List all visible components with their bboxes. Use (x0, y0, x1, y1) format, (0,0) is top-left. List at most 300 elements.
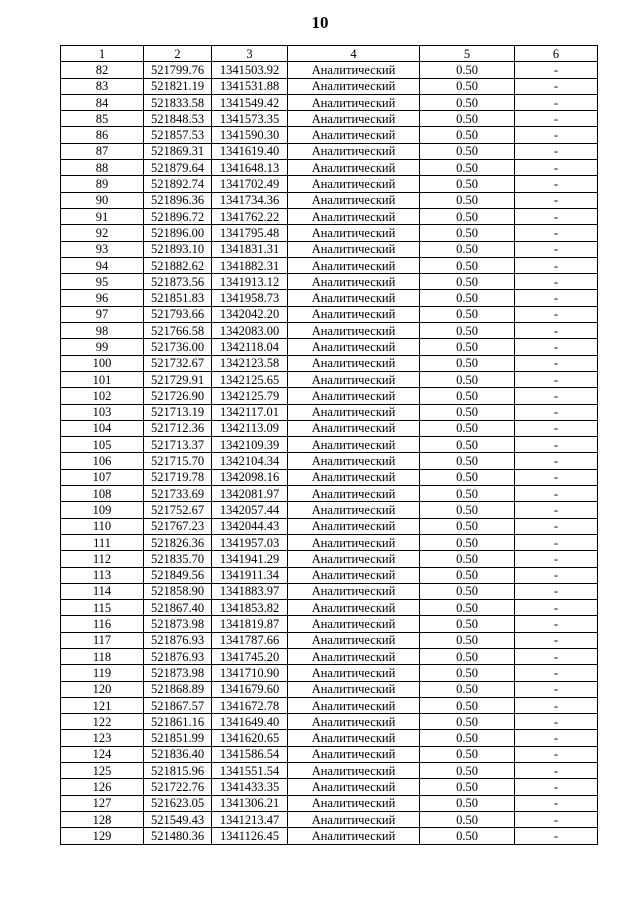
table-row (61, 78, 598, 94)
accuracy-cell: 0.50 (420, 697, 515, 713)
point-number-cell: 115 (61, 600, 144, 616)
method-cell: Аналитический (288, 371, 420, 387)
point-number-cell: 125 (61, 763, 144, 779)
table-row (61, 404, 598, 420)
table-row (61, 779, 598, 795)
note-cell: - (515, 420, 598, 436)
x-coordinate-cell: 521767.23 (144, 518, 212, 534)
table-row (61, 567, 598, 583)
point-number-cell: 100 (61, 355, 144, 371)
accuracy-cell: 0.50 (420, 828, 515, 844)
y-coordinate-cell: 1341586.54 (212, 746, 288, 762)
y-coordinate-cell: 1341306.21 (212, 795, 288, 811)
method-cell: Аналитический (288, 616, 420, 632)
y-coordinate-cell: 1342118.04 (212, 339, 288, 355)
method-cell: Аналитический (288, 697, 420, 713)
y-coordinate-cell: 1341590.30 (212, 127, 288, 143)
y-coordinate-cell: 1341503.92 (212, 62, 288, 78)
method-cell: Аналитический (288, 502, 420, 518)
point-number-cell: 110 (61, 518, 144, 534)
column-header: 3 (212, 46, 288, 62)
accuracy-cell: 0.50 (420, 779, 515, 795)
accuracy-cell: 0.50 (420, 94, 515, 110)
table-row (61, 371, 598, 387)
accuracy-cell: 0.50 (420, 811, 515, 827)
y-coordinate-cell: 1342109.39 (212, 437, 288, 453)
y-coordinate-cell: 1341126.45 (212, 828, 288, 844)
table-row (61, 339, 598, 355)
accuracy-cell: 0.50 (420, 567, 515, 583)
note-cell: - (515, 811, 598, 827)
y-coordinate-cell: 1341702.49 (212, 176, 288, 192)
table-row (61, 518, 598, 534)
accuracy-cell: 0.50 (420, 355, 515, 371)
y-coordinate-cell: 1341745.20 (212, 648, 288, 664)
table-row (61, 534, 598, 550)
point-number-cell: 122 (61, 714, 144, 730)
table-row (61, 241, 598, 257)
method-cell: Аналитический (288, 94, 420, 110)
method-cell: Аналитический (288, 388, 420, 404)
accuracy-cell: 0.50 (420, 665, 515, 681)
y-coordinate-cell: 1342125.79 (212, 388, 288, 404)
x-coordinate-cell: 521719.78 (144, 469, 212, 485)
method-cell: Аналитический (288, 583, 420, 599)
method-cell: Аналитический (288, 274, 420, 290)
table-row (61, 746, 598, 762)
x-coordinate-cell: 521882.62 (144, 257, 212, 273)
point-number-cell: 128 (61, 811, 144, 827)
point-number-cell: 90 (61, 192, 144, 208)
point-number-cell: 95 (61, 274, 144, 290)
note-cell: - (515, 290, 598, 306)
method-cell: Аналитический (288, 257, 420, 273)
x-coordinate-cell: 521815.96 (144, 763, 212, 779)
column-header: 5 (420, 46, 515, 62)
x-coordinate-cell: 521736.00 (144, 339, 212, 355)
x-coordinate-cell: 521722.76 (144, 779, 212, 795)
x-coordinate-cell: 521868.89 (144, 681, 212, 697)
x-coordinate-cell: 521833.58 (144, 94, 212, 110)
method-cell: Аналитический (288, 127, 420, 143)
note-cell: - (515, 111, 598, 127)
method-cell: Аналитический (288, 763, 420, 779)
method-cell: Аналитический (288, 62, 420, 78)
accuracy-cell: 0.50 (420, 323, 515, 339)
accuracy-cell: 0.50 (420, 257, 515, 273)
method-cell: Аналитический (288, 306, 420, 322)
table-row (61, 274, 598, 290)
x-coordinate-cell: 521752.67 (144, 502, 212, 518)
point-number-cell: 96 (61, 290, 144, 306)
y-coordinate-cell: 1342057.44 (212, 502, 288, 518)
note-cell: - (515, 388, 598, 404)
point-number-cell: 86 (61, 127, 144, 143)
x-coordinate-cell: 521733.69 (144, 486, 212, 502)
accuracy-cell: 0.50 (420, 241, 515, 257)
method-cell: Аналитический (288, 355, 420, 371)
x-coordinate-cell: 521876.93 (144, 648, 212, 664)
note-cell: - (515, 323, 598, 339)
method-cell: Аналитический (288, 160, 420, 176)
table-row (61, 714, 598, 730)
note-cell: - (515, 404, 598, 420)
x-coordinate-cell: 521799.76 (144, 62, 212, 78)
accuracy-cell: 0.50 (420, 730, 515, 746)
x-coordinate-cell: 521867.40 (144, 600, 212, 616)
table-row (61, 811, 598, 827)
note-cell: - (515, 551, 598, 567)
x-coordinate-cell: 521835.70 (144, 551, 212, 567)
accuracy-cell: 0.50 (420, 339, 515, 355)
table-row (61, 94, 598, 110)
y-coordinate-cell: 1341734.36 (212, 192, 288, 208)
accuracy-cell: 0.50 (420, 632, 515, 648)
point-number-cell: 112 (61, 551, 144, 567)
page-number: 10 (311, 13, 329, 32)
point-number-cell: 117 (61, 632, 144, 648)
x-coordinate-cell: 521873.56 (144, 274, 212, 290)
accuracy-cell: 0.50 (420, 62, 515, 78)
note-cell: - (515, 795, 598, 811)
note-cell: - (515, 714, 598, 730)
column-header: 2 (144, 46, 212, 62)
y-coordinate-cell: 1341958.73 (212, 290, 288, 306)
x-coordinate-cell: 521896.00 (144, 225, 212, 241)
table-row (61, 697, 598, 713)
point-number-cell: 97 (61, 306, 144, 322)
y-coordinate-cell: 1341957.03 (212, 534, 288, 550)
point-number-cell: 93 (61, 241, 144, 257)
table-row (61, 290, 598, 306)
x-coordinate-cell: 521896.36 (144, 192, 212, 208)
method-cell: Аналитический (288, 208, 420, 224)
accuracy-cell: 0.50 (420, 681, 515, 697)
table-row (61, 323, 598, 339)
method-cell: Аналитический (288, 404, 420, 420)
accuracy-cell: 0.50 (420, 290, 515, 306)
note-cell: - (515, 746, 598, 762)
table-row (61, 502, 598, 518)
y-coordinate-cell: 1341941.29 (212, 551, 288, 567)
y-coordinate-cell: 1341551.54 (212, 763, 288, 779)
accuracy-cell: 0.50 (420, 127, 515, 143)
table-row (61, 127, 598, 143)
note-cell: - (515, 274, 598, 290)
table-row (61, 600, 598, 616)
table-row (61, 665, 598, 681)
x-coordinate-cell: 521848.53 (144, 111, 212, 127)
accuracy-cell: 0.50 (420, 518, 515, 534)
y-coordinate-cell: 1342125.65 (212, 371, 288, 387)
note-cell: - (515, 208, 598, 224)
table-row (61, 176, 598, 192)
x-coordinate-cell: 521869.31 (144, 143, 212, 159)
table-row (61, 306, 598, 322)
point-number-cell: 82 (61, 62, 144, 78)
y-coordinate-cell: 1341882.31 (212, 257, 288, 273)
x-coordinate-cell: 521896.72 (144, 208, 212, 224)
method-cell: Аналитический (288, 225, 420, 241)
point-number-cell: 102 (61, 388, 144, 404)
table-row (61, 469, 598, 485)
method-cell: Аналитический (288, 828, 420, 844)
x-coordinate-cell: 521851.83 (144, 290, 212, 306)
x-coordinate-cell: 521851.99 (144, 730, 212, 746)
method-cell: Аналитический (288, 746, 420, 762)
accuracy-cell: 0.50 (420, 534, 515, 550)
point-number-cell: 84 (61, 94, 144, 110)
x-coordinate-cell: 521713.19 (144, 404, 212, 420)
accuracy-cell: 0.50 (420, 160, 515, 176)
accuracy-cell: 0.50 (420, 437, 515, 453)
point-number-cell: 108 (61, 486, 144, 502)
point-number-cell: 87 (61, 143, 144, 159)
y-coordinate-cell: 1341433.35 (212, 779, 288, 795)
point-number-cell: 114 (61, 583, 144, 599)
note-cell: - (515, 779, 598, 795)
note-cell: - (515, 763, 598, 779)
point-number-cell: 123 (61, 730, 144, 746)
table-row (61, 828, 598, 844)
accuracy-cell: 0.50 (420, 714, 515, 730)
table-row (61, 208, 598, 224)
y-coordinate-cell: 1341819.87 (212, 616, 288, 632)
accuracy-cell: 0.50 (420, 388, 515, 404)
point-number-cell: 120 (61, 681, 144, 697)
x-coordinate-cell: 521549.43 (144, 811, 212, 827)
y-coordinate-cell: 1341710.90 (212, 665, 288, 681)
x-coordinate-cell: 521623.05 (144, 795, 212, 811)
point-number-cell: 121 (61, 697, 144, 713)
point-number-cell: 104 (61, 420, 144, 436)
x-coordinate-cell: 521480.36 (144, 828, 212, 844)
x-coordinate-cell: 521879.64 (144, 160, 212, 176)
accuracy-cell: 0.50 (420, 502, 515, 518)
point-number-cell: 91 (61, 208, 144, 224)
accuracy-cell: 0.50 (420, 486, 515, 502)
note-cell: - (515, 828, 598, 844)
table-header-row (61, 46, 598, 62)
accuracy-cell: 0.50 (420, 469, 515, 485)
note-cell: - (515, 697, 598, 713)
point-number-cell: 89 (61, 176, 144, 192)
method-cell: Аналитический (288, 551, 420, 567)
method-cell: Аналитический (288, 469, 420, 485)
point-number-cell: 106 (61, 453, 144, 469)
table-row (61, 763, 598, 779)
y-coordinate-cell: 1341913.12 (212, 274, 288, 290)
y-coordinate-cell: 1341787.66 (212, 632, 288, 648)
y-coordinate-cell: 1341549.42 (212, 94, 288, 110)
method-cell: Аналитический (288, 192, 420, 208)
table-row (61, 632, 598, 648)
x-coordinate-cell: 521826.36 (144, 534, 212, 550)
y-coordinate-cell: 1341883.97 (212, 583, 288, 599)
note-cell: - (515, 583, 598, 599)
x-coordinate-cell: 521729.91 (144, 371, 212, 387)
note-cell: - (515, 616, 598, 632)
method-cell: Аналитический (288, 290, 420, 306)
column-header: 1 (61, 46, 144, 62)
x-coordinate-cell: 521766.58 (144, 323, 212, 339)
x-coordinate-cell: 521873.98 (144, 616, 212, 632)
y-coordinate-cell: 1341911.34 (212, 567, 288, 583)
table-row (61, 111, 598, 127)
point-number-cell: 124 (61, 746, 144, 762)
y-coordinate-cell: 1342081.97 (212, 486, 288, 502)
note-cell: - (515, 62, 598, 78)
note-cell: - (515, 502, 598, 518)
method-cell: Аналитический (288, 632, 420, 648)
method-cell: Аналитический (288, 600, 420, 616)
method-cell: Аналитический (288, 143, 420, 159)
note-cell: - (515, 78, 598, 94)
method-cell: Аналитический (288, 241, 420, 257)
note-cell: - (515, 665, 598, 681)
y-coordinate-cell: 1342098.16 (212, 469, 288, 485)
point-number-cell: 113 (61, 567, 144, 583)
y-coordinate-cell: 1342044.43 (212, 518, 288, 534)
method-cell: Аналитический (288, 453, 420, 469)
coordinates-table (60, 45, 598, 845)
table-row (61, 453, 598, 469)
accuracy-cell: 0.50 (420, 420, 515, 436)
note-cell: - (515, 160, 598, 176)
method-cell: Аналитический (288, 648, 420, 664)
y-coordinate-cell: 1341831.31 (212, 241, 288, 257)
note-cell: - (515, 486, 598, 502)
note-cell: - (515, 192, 598, 208)
note-cell: - (515, 127, 598, 143)
note-cell: - (515, 355, 598, 371)
y-coordinate-cell: 1341573.35 (212, 111, 288, 127)
point-number-cell: 127 (61, 795, 144, 811)
note-cell: - (515, 306, 598, 322)
accuracy-cell: 0.50 (420, 192, 515, 208)
point-number-cell: 109 (61, 502, 144, 518)
y-coordinate-cell: 1341620.65 (212, 730, 288, 746)
point-number-cell: 111 (61, 534, 144, 550)
table-row (61, 486, 598, 502)
method-cell: Аналитический (288, 681, 420, 697)
point-number-cell: 94 (61, 257, 144, 273)
y-coordinate-cell: 1341531.88 (212, 78, 288, 94)
note-cell: - (515, 241, 598, 257)
x-coordinate-cell: 521858.90 (144, 583, 212, 599)
note-cell: - (515, 437, 598, 453)
x-coordinate-cell: 521893.10 (144, 241, 212, 257)
method-cell: Аналитический (288, 339, 420, 355)
note-cell: - (515, 176, 598, 192)
method-cell: Аналитический (288, 534, 420, 550)
table-row (61, 192, 598, 208)
x-coordinate-cell: 521892.74 (144, 176, 212, 192)
note-cell: - (515, 453, 598, 469)
accuracy-cell: 0.50 (420, 551, 515, 567)
table-row (61, 388, 598, 404)
method-cell: Аналитический (288, 714, 420, 730)
method-cell: Аналитический (288, 111, 420, 127)
x-coordinate-cell: 521712.36 (144, 420, 212, 436)
y-coordinate-cell: 1342042.20 (212, 306, 288, 322)
note-cell: - (515, 632, 598, 648)
x-coordinate-cell: 521836.40 (144, 746, 212, 762)
method-cell: Аналитический (288, 518, 420, 534)
note-cell: - (515, 143, 598, 159)
table-row (61, 648, 598, 664)
accuracy-cell: 0.50 (420, 453, 515, 469)
point-number-cell: 126 (61, 779, 144, 795)
point-number-cell: 88 (61, 160, 144, 176)
note-cell: - (515, 534, 598, 550)
y-coordinate-cell: 1341795.48 (212, 225, 288, 241)
accuracy-cell: 0.50 (420, 763, 515, 779)
method-cell: Аналитический (288, 665, 420, 681)
accuracy-cell: 0.50 (420, 795, 515, 811)
x-coordinate-cell: 521793.66 (144, 306, 212, 322)
table-row (61, 681, 598, 697)
accuracy-cell: 0.50 (420, 371, 515, 387)
method-cell: Аналитический (288, 567, 420, 583)
method-cell: Аналитический (288, 420, 420, 436)
point-number-cell: 119 (61, 665, 144, 681)
y-coordinate-cell: 1341762.22 (212, 208, 288, 224)
y-coordinate-cell: 1342104.34 (212, 453, 288, 469)
table-row (61, 616, 598, 632)
table-row (61, 62, 598, 78)
method-cell: Аналитический (288, 176, 420, 192)
point-number-cell: 116 (61, 616, 144, 632)
accuracy-cell: 0.50 (420, 306, 515, 322)
accuracy-cell: 0.50 (420, 404, 515, 420)
note-cell: - (515, 371, 598, 387)
note-cell: - (515, 681, 598, 697)
method-cell: Аналитический (288, 730, 420, 746)
x-coordinate-cell: 521732.67 (144, 355, 212, 371)
accuracy-cell: 0.50 (420, 176, 515, 192)
method-cell: Аналитический (288, 486, 420, 502)
x-coordinate-cell: 521715.70 (144, 453, 212, 469)
x-coordinate-cell: 521821.19 (144, 78, 212, 94)
x-coordinate-cell: 521857.53 (144, 127, 212, 143)
y-coordinate-cell: 1342083.00 (212, 323, 288, 339)
table-row (61, 795, 598, 811)
table-row (61, 160, 598, 176)
table-row (61, 551, 598, 567)
accuracy-cell: 0.50 (420, 600, 515, 616)
accuracy-cell: 0.50 (420, 78, 515, 94)
note-cell: - (515, 257, 598, 273)
note-cell: - (515, 567, 598, 583)
accuracy-cell: 0.50 (420, 746, 515, 762)
note-cell: - (515, 518, 598, 534)
accuracy-cell: 0.50 (420, 143, 515, 159)
point-number-cell: 92 (61, 225, 144, 241)
table-row (61, 420, 598, 436)
point-number-cell: 83 (61, 78, 144, 94)
note-cell: - (515, 225, 598, 241)
point-number-cell: 85 (61, 111, 144, 127)
method-cell: Аналитический (288, 437, 420, 453)
method-cell: Аналитический (288, 779, 420, 795)
accuracy-cell: 0.50 (420, 648, 515, 664)
note-cell: - (515, 469, 598, 485)
y-coordinate-cell: 1341672.78 (212, 697, 288, 713)
x-coordinate-cell: 521726.90 (144, 388, 212, 404)
y-coordinate-cell: 1341853.82 (212, 600, 288, 616)
y-coordinate-cell: 1341649.40 (212, 714, 288, 730)
